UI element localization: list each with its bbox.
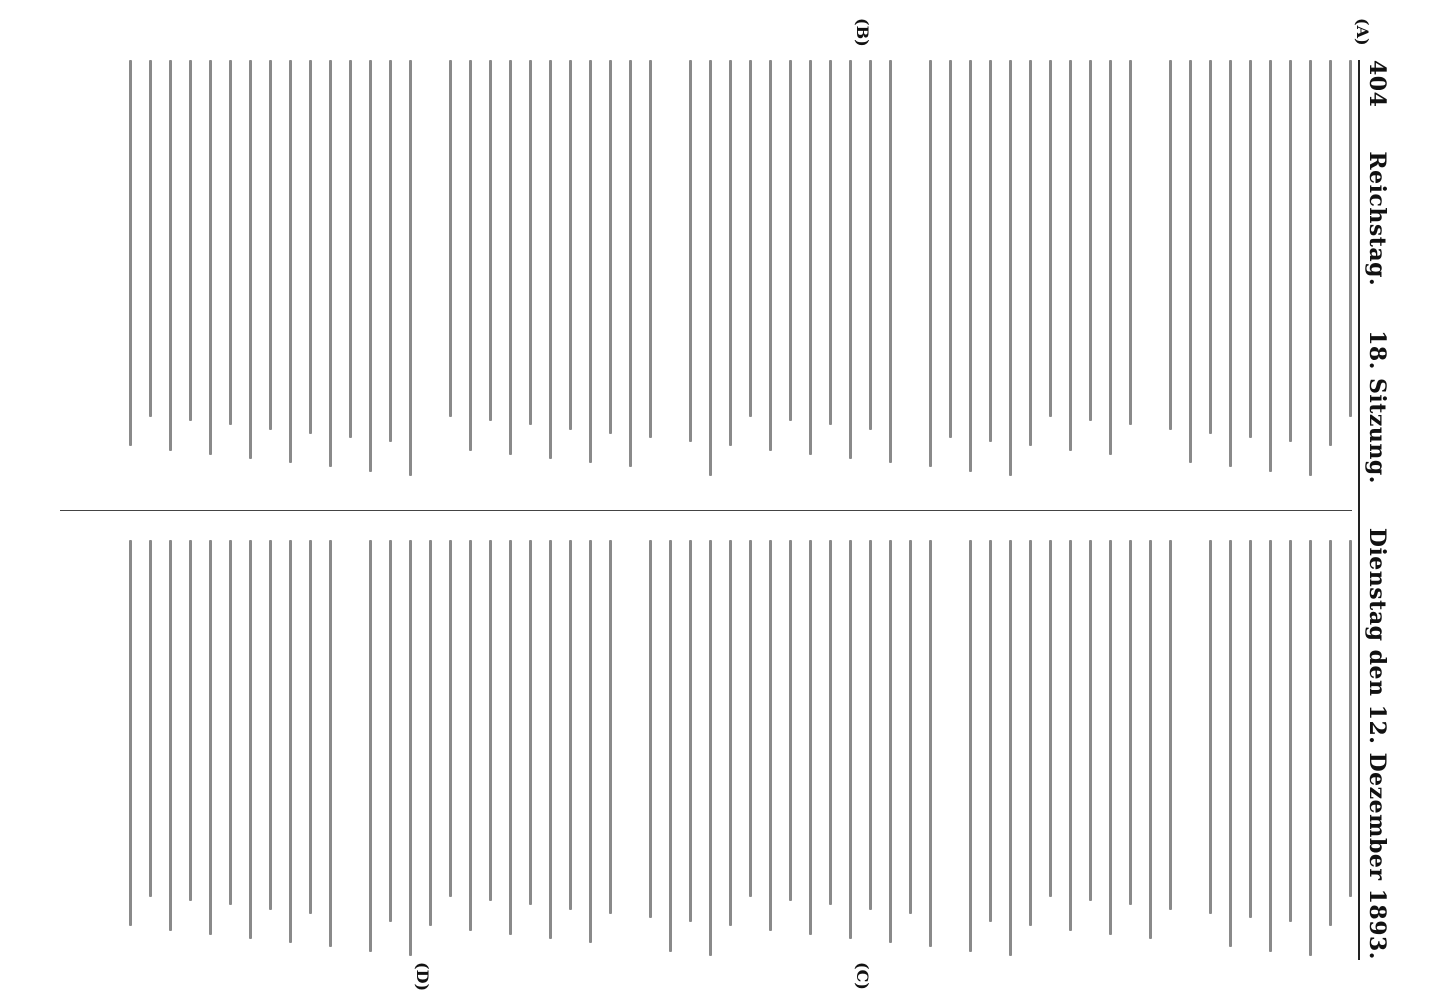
- text-line: [1069, 540, 1072, 931]
- margin-letter-b: (B): [853, 18, 872, 47]
- text-line: [589, 60, 592, 463]
- text-line: [269, 60, 272, 430]
- text-column-right: [60, 540, 1352, 960]
- text-line: [789, 540, 792, 901]
- text-line: [909, 540, 912, 914]
- page-header: [1362, 60, 1392, 960]
- text-line: [489, 540, 492, 901]
- text-line: [849, 60, 852, 459]
- text-line: [169, 60, 172, 451]
- text-line: [652, 60, 672, 480]
- text-line: [809, 540, 812, 935]
- text-line: [969, 60, 972, 472]
- text-line: [1009, 540, 1012, 956]
- text-line: [709, 60, 712, 476]
- text-line: [389, 60, 392, 442]
- text-line: [709, 540, 712, 956]
- text-line: [869, 540, 872, 910]
- text-line: [549, 60, 552, 459]
- text-line: [1189, 60, 1192, 463]
- text-line: [409, 540, 412, 956]
- text-line: [1132, 60, 1152, 480]
- text-line: [829, 60, 832, 425]
- text-line: [329, 60, 332, 467]
- text-line: [769, 60, 772, 451]
- text-line: [609, 60, 612, 434]
- text-line: [1209, 60, 1212, 434]
- text-line: [929, 540, 932, 947]
- text-line: [529, 60, 532, 425]
- text-line: [949, 60, 952, 438]
- text-line: [749, 60, 752, 417]
- text-line: [189, 60, 192, 421]
- margin-letter-c: (C): [853, 962, 872, 990]
- text-line: [329, 540, 332, 947]
- text-line: [1309, 540, 1312, 956]
- text-line: [269, 540, 272, 910]
- text-line: [689, 540, 692, 922]
- margin-letter-d: (D): [413, 962, 432, 992]
- text-line: [649, 60, 652, 438]
- text-line: [309, 60, 312, 434]
- text-line: [1209, 540, 1212, 914]
- text-line: [1249, 60, 1252, 438]
- text-line: [569, 540, 572, 910]
- text-line: [449, 540, 452, 897]
- text-line: [449, 60, 452, 417]
- text-line: [1229, 540, 1232, 947]
- text-line: [1172, 540, 1192, 960]
- text-line: [1289, 60, 1292, 442]
- text-line: [1009, 60, 1012, 476]
- text-line: [409, 60, 412, 476]
- text-line: [1349, 540, 1352, 897]
- text-line: [889, 60, 892, 463]
- text-line: [509, 60, 512, 455]
- text-line: [149, 60, 152, 417]
- text-line: [149, 540, 152, 897]
- text-line: [1169, 540, 1172, 910]
- text-line: [1029, 60, 1032, 446]
- text-line: [429, 540, 432, 926]
- text-line: [1269, 540, 1272, 952]
- text-line: [1049, 540, 1052, 897]
- text-line: [769, 540, 772, 931]
- text-line: [289, 60, 292, 463]
- text-line: [469, 540, 472, 931]
- text-line: [1329, 540, 1332, 926]
- text-line: [1089, 60, 1092, 421]
- text-line: [929, 60, 932, 467]
- text-line: [369, 540, 372, 952]
- text-line: [389, 540, 392, 922]
- text-line: [892, 60, 912, 480]
- publication-title: Reichstag.: [1364, 151, 1390, 287]
- column-divider: [60, 510, 1352, 511]
- text-line: [889, 540, 892, 943]
- text-line: [209, 60, 212, 455]
- text-line: [989, 60, 992, 442]
- text-line: [129, 60, 132, 446]
- text-line: [209, 540, 212, 935]
- text-line: [1069, 60, 1072, 451]
- text-line: [332, 540, 352, 960]
- text-line: [529, 540, 532, 905]
- session-date: Dienstag den 12. Dezember 1893.: [1364, 527, 1390, 960]
- text-line: [612, 540, 632, 960]
- text-line: [249, 540, 252, 939]
- text-line: [729, 60, 732, 446]
- text-line: [589, 540, 592, 943]
- text-line: [349, 60, 352, 438]
- text-line: [549, 540, 552, 939]
- text-line: [1289, 540, 1292, 922]
- text-line: [129, 540, 132, 926]
- page-number: 404: [1364, 60, 1390, 108]
- text-line: [749, 540, 752, 897]
- text-line: [729, 540, 732, 926]
- text-line: [369, 60, 372, 472]
- text-line: [469, 60, 472, 451]
- text-line: [789, 60, 792, 421]
- text-line: [1149, 540, 1152, 939]
- text-line: [629, 60, 632, 467]
- text-line: [849, 540, 852, 939]
- text-line: [169, 540, 172, 931]
- text-line: [309, 540, 312, 914]
- text-line: [249, 60, 252, 459]
- text-line: [1109, 60, 1112, 455]
- text-line: [1129, 60, 1132, 425]
- text-line: [649, 540, 652, 918]
- text-line: [609, 540, 612, 914]
- text-line: [1109, 540, 1112, 935]
- text-line: [289, 540, 292, 943]
- session-label: 18. Sitzung.: [1364, 330, 1390, 484]
- text-column-left: [60, 60, 1352, 480]
- text-line: [969, 540, 972, 952]
- text-line: [669, 540, 672, 952]
- text-line: [1169, 60, 1172, 430]
- text-line: [569, 60, 572, 430]
- text-line: [229, 60, 232, 425]
- text-line: [809, 60, 812, 455]
- text-line: [1229, 60, 1232, 467]
- text-line: [1349, 60, 1352, 417]
- text-line: [1269, 60, 1272, 472]
- text-line: [1309, 60, 1312, 476]
- text-line: [489, 60, 492, 421]
- text-line: [689, 60, 692, 442]
- text-line: [229, 540, 232, 905]
- text-line: [509, 540, 512, 935]
- text-line: [1049, 60, 1052, 417]
- text-line: [1129, 540, 1132, 905]
- text-line: [932, 540, 952, 960]
- text-line: [1029, 540, 1032, 926]
- text-line: [189, 540, 192, 901]
- text-line: [829, 540, 832, 905]
- text-line: [989, 540, 992, 922]
- header-rule: [1358, 60, 1360, 960]
- margin-letter-a: (A): [1353, 18, 1372, 46]
- text-line: [1249, 540, 1252, 918]
- text-line: [1329, 60, 1332, 446]
- text-line: [1089, 540, 1092, 901]
- text-line: [869, 60, 872, 430]
- text-line: [412, 60, 432, 480]
